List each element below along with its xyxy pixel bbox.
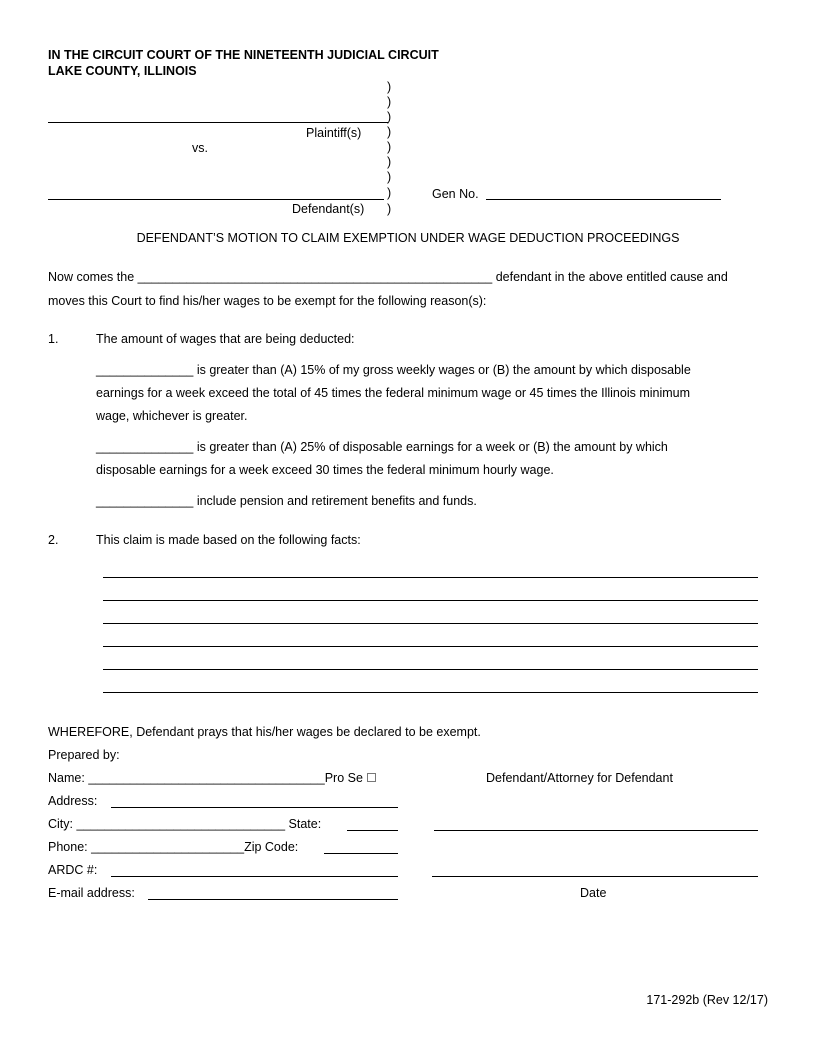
wherefore-clause: WHEREFORE, Defendant prays that his/her wages be declared to be exempt. — [48, 725, 481, 739]
caption-paren: ) — [387, 80, 392, 94]
pro-se-label: Pro Se — [324, 771, 363, 785]
intro-part-2: defendant in the above entitled cause and — [495, 270, 728, 284]
zip-line[interactable] — [324, 853, 398, 854]
caption-paren: ) — [387, 202, 392, 216]
ardc-line[interactable] — [111, 876, 398, 877]
form-number: 171-292b (Rev 12/17) — [646, 993, 768, 1007]
item-1a-blank[interactable]: ______________ — [96, 363, 194, 377]
item-1c-line-1 — [96, 495, 477, 508]
address-label: Address: — [48, 794, 98, 808]
item-2-number: 2. — [48, 533, 59, 547]
signature-role-label: Defendant/Attorney for Defendant — [486, 771, 673, 785]
zip-label: Zip Code: — [244, 840, 299, 854]
item-1-number: 1. — [48, 332, 59, 346]
state-label: State: — [288, 817, 322, 831]
email-line[interactable] — [148, 899, 398, 900]
item-1c-blank[interactable]: ______________ — [96, 494, 194, 508]
caption-paren: ) — [387, 95, 392, 109]
facts-line[interactable] — [103, 577, 758, 578]
plaintiff-label: Plaintiff(s) — [306, 126, 362, 140]
signature-line[interactable] — [434, 830, 758, 831]
attorney-name-blank[interactable]: ___________________________________________________ — [137, 270, 493, 284]
phone-blank[interactable]: ______________________ — [91, 840, 245, 854]
item-1a-text: is greater than (A) 15% of my gross weekly wages or (B) the amount by which disposable — [196, 363, 691, 377]
facts-line[interactable] — [103, 600, 758, 601]
item-1a-line-2: earnings for a week exceed the total of 45 times the federal minimum wage or 45 times the Illinois minimum — [96, 386, 691, 400]
pro-se-checkbox[interactable] — [367, 773, 376, 782]
state-line[interactable] — [347, 830, 398, 831]
date-line[interactable] — [432, 876, 758, 877]
item-1b-line-1 — [96, 441, 668, 454]
item-1b-text: is greater than (A) 25% of disposable earnings for a week or (B) the amount by which — [196, 440, 668, 454]
item-1-heading: The amount of wages that are being deducted: — [96, 332, 355, 346]
county-name: LAKE COUNTY, ILLINOIS — [48, 64, 197, 78]
phone-row — [48, 841, 298, 854]
city-label: City: — [48, 817, 73, 831]
facts-line[interactable] — [103, 669, 758, 670]
caption-paren: ) — [387, 110, 392, 124]
intro-line-1 — [48, 271, 728, 284]
item-1b-line-2: disposable earnings for a week exceed 30 times the federal minimum hourly wage. — [96, 463, 554, 477]
defendant-label: Defendant(s) — [292, 202, 365, 216]
item-2-heading: This claim is made based on the following facts: — [96, 533, 361, 547]
document-title: DEFENDANT’S MOTION TO CLAIM EXEMPTION UNDER WAGE DEDUCTION PROCEEDINGS — [136, 231, 680, 245]
gen-no-label: Gen No. — [432, 187, 479, 201]
caption-paren: ) — [387, 140, 392, 154]
caption-paren: ) — [387, 125, 392, 139]
caption-paren: ) — [387, 170, 392, 184]
phone-label: Phone: — [48, 840, 88, 854]
caption-paren: ) — [387, 186, 392, 200]
name-label: Name: — [48, 771, 85, 785]
name-row — [48, 772, 376, 785]
facts-line[interactable] — [103, 692, 758, 693]
vs-label: vs. — [192, 141, 208, 155]
city-blank[interactable]: ______________________________ — [76, 817, 286, 831]
item-1c-text: include pension and retirement benefits and funds. — [196, 494, 477, 508]
facts-line[interactable] — [103, 646, 758, 647]
court-name: IN THE CIRCUIT COURT OF THE NINETEENTH JUDICIAL CIRCUIT — [48, 48, 439, 62]
item-1a-line-3: wage, whichever is greater. — [96, 409, 248, 423]
defendant-name-line[interactable] — [48, 199, 384, 200]
prepared-by-label: Prepared by: — [48, 748, 120, 762]
intro-part-1: Now comes the — [48, 270, 135, 284]
gen-no-line[interactable] — [486, 199, 721, 200]
email-label: E-mail address: — [48, 886, 135, 900]
caption-paren: ) — [387, 155, 392, 169]
item-1b-blank[interactable]: ______________ — [96, 440, 194, 454]
ardc-label: ARDC #: — [48, 863, 98, 877]
item-1a-line-1 — [96, 364, 691, 377]
intro-line-2: moves this Court to find his/her wages to be exempt for the following reason(s): — [48, 294, 487, 308]
address-line[interactable] — [111, 807, 398, 808]
plaintiff-name-line[interactable] — [48, 122, 388, 123]
city-row — [48, 818, 321, 831]
date-label: Date — [580, 886, 607, 900]
name-blank[interactable]: __________________________________ — [88, 771, 325, 785]
facts-line[interactable] — [103, 623, 758, 624]
